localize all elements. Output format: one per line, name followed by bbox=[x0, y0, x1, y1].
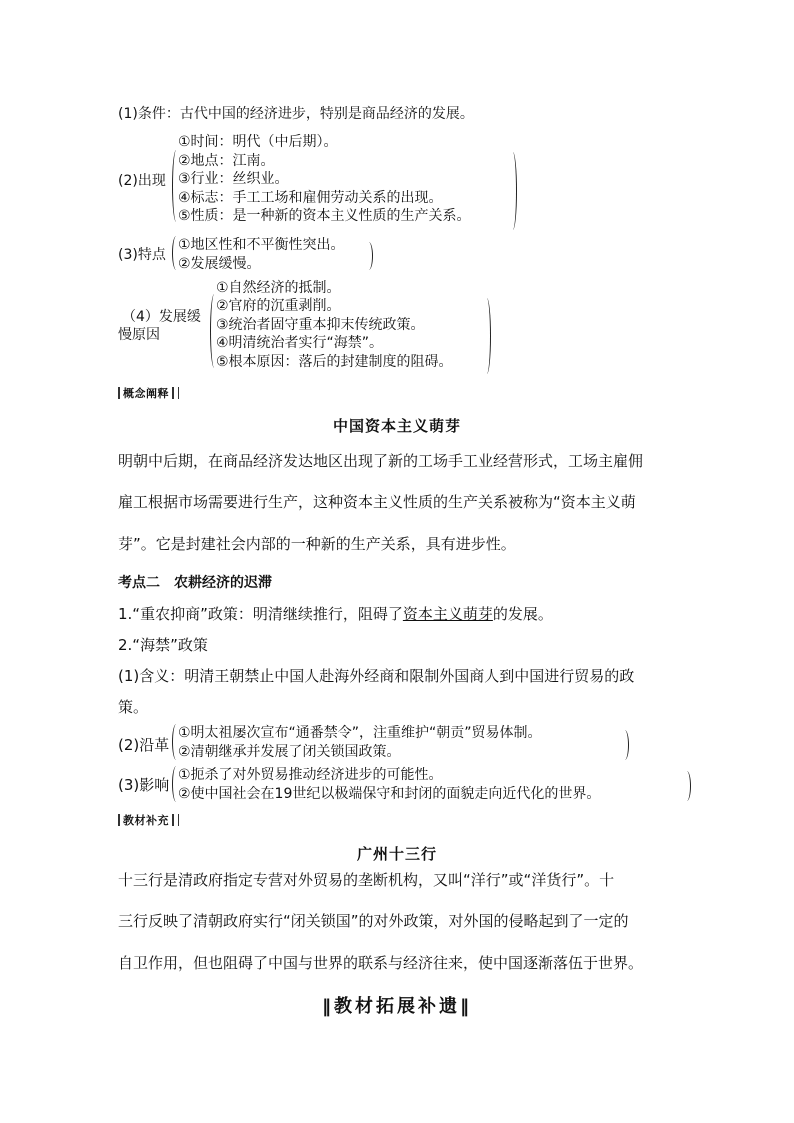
text-part: 的发展。 bbox=[492, 605, 553, 623]
chuxian-item: ①时间：明代（中后期）。 bbox=[178, 134, 338, 150]
section-tag bbox=[118, 385, 179, 401]
yuanyin-label: （4）发展缓 bbox=[122, 309, 201, 325]
right-bracket bbox=[684, 771, 691, 801]
chuxian-item: ④标志：手工工场和雇佣劳动关系的出现。 bbox=[178, 190, 443, 206]
section-title: ‖教材拓展补遗‖ bbox=[322, 996, 472, 1017]
yuanyin-item: ②官府的沉重剥削。 bbox=[216, 298, 341, 314]
yange-item: ①明太祖屡次宣布“通番禁令”，注重维护“朝贡”贸易体制。 bbox=[178, 725, 542, 741]
section-tag bbox=[118, 812, 179, 828]
text-part: 1.“重农抑商”政策：明清继续推行，阻碍了 bbox=[118, 605, 403, 623]
box-line: 三行反映了清朝政府实行“闭关锁国”的对外政策，对外国的侵略起到了一定的 bbox=[118, 912, 629, 930]
tag-bar bbox=[178, 387, 179, 399]
right-bracket bbox=[510, 152, 517, 230]
tag-label: 教材补充 bbox=[123, 814, 169, 827]
yingxiang-item: ①扼杀了对外贸易推动经济进步的可能性。 bbox=[178, 767, 443, 783]
yuanyin-item: ①自然经济的抵制。 bbox=[216, 280, 341, 296]
tedian-item: ②发展缓慢。 bbox=[178, 256, 261, 272]
tag-bar bbox=[118, 814, 120, 826]
tag-label: 概念阐释 bbox=[123, 387, 169, 400]
yuanyin-label: 慢原因 bbox=[118, 327, 160, 343]
yuanyin-item: ③统治者固守重本抑末传统政策。 bbox=[216, 317, 425, 333]
box-line: 自卫作用，但也阻碍了中国与世界的联系与经济往来，使中国逐渐落伍于世界。 bbox=[118, 954, 644, 972]
tag-bar bbox=[118, 387, 120, 399]
paragraph: 2.“海禁”政策 bbox=[118, 636, 208, 654]
yuanyin-item: ⑤根本原因：落后的封建制度的阻碍。 bbox=[216, 354, 453, 370]
yingxiang-label: (3)影响 bbox=[118, 776, 170, 794]
box-line: 雇工根据市场需要进行生产，这种资本主义性质的生产关系被称为“资本主义萌 bbox=[118, 493, 636, 511]
yange-label: (2)沿革 bbox=[118, 736, 170, 754]
paragraph: (1)含义：明清王朝禁止中国人赴海外经商和限制外国商人到中国进行贸易的政 bbox=[118, 667, 635, 685]
right-bracket bbox=[484, 298, 491, 374]
right-bracket bbox=[366, 242, 373, 270]
chuxian-item: ②地点：江南。 bbox=[178, 153, 275, 169]
tag-bar bbox=[172, 814, 174, 826]
right-bracket bbox=[622, 730, 629, 760]
underlined-text: 资本主义萌芽 bbox=[402, 605, 493, 623]
box-line: 十三行是清政府指定专营对外贸易的垄断机构，又叫“洋行”或“洋货行”。十 bbox=[118, 871, 615, 889]
box-line: 芽”。它是封建社会内部的一种新的生产关系，具有进步性。 bbox=[118, 535, 516, 553]
box-title: 广州十三行 bbox=[356, 845, 437, 863]
section-heading: 考点二 农耕经济的迟滞 bbox=[118, 575, 272, 591]
tedian-item: ①地区性和不平衡性突出。 bbox=[178, 237, 345, 253]
tedian-label: (3)特点 bbox=[118, 247, 166, 263]
yingxiang-item: ②使中国社会在19世纪以极端保守和封闭的面貌走向近代化的世界。 bbox=[178, 786, 601, 802]
box-line: 明朝中后期，在商品经济发达地区出现了新的工场手工业经营形式，工场主雇佣 bbox=[118, 452, 644, 470]
chuxian-item: ⑤性质：是一种新的资本主义性质的生产关系。 bbox=[178, 208, 471, 224]
box-title: 中国资本主义萌芽 bbox=[332, 417, 461, 435]
paragraph bbox=[118, 603, 553, 624]
condition-line: (1)条件：古代中国的经济进步，特别是商品经济的发展。 bbox=[118, 106, 474, 122]
tag-bar bbox=[178, 814, 179, 826]
tag-bar bbox=[172, 387, 174, 399]
chuxian-item: ③行业：丝织业。 bbox=[178, 171, 289, 187]
chuxian-label: (2)出现 bbox=[118, 173, 166, 189]
yange-item: ②清朝继承并发展了闭关锁国政策。 bbox=[178, 744, 401, 760]
yuanyin-item: ④明清统治者实行“海禁”。 bbox=[216, 335, 384, 351]
paragraph: 策。 bbox=[118, 698, 149, 716]
